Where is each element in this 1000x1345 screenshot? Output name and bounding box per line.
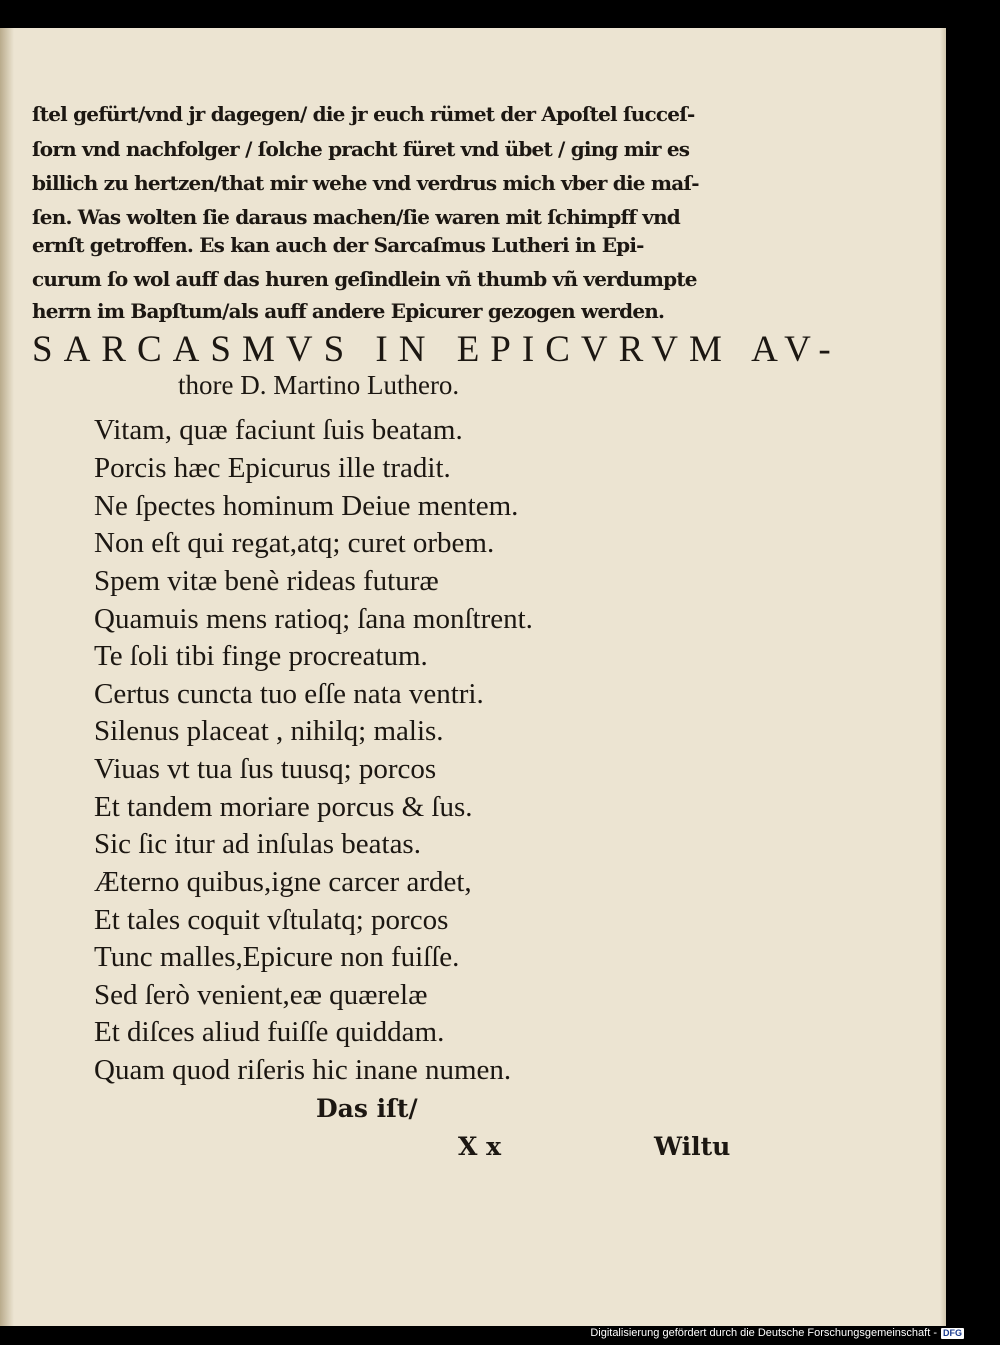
verse-line-9: Silenus placeat , nihilq; malis. bbox=[94, 715, 444, 747]
verse-line-7: Te ſoli tibi finge procreatum. bbox=[94, 640, 428, 672]
verse-line-17: Et diſces aliud fuiſſe quiddam. bbox=[94, 1016, 445, 1048]
prose-line-4: ſen. Was wolten ſie daraus machen/ſie waren mit ſchimpff vnd bbox=[32, 205, 680, 229]
verse-line-6: Quamuis mens ratioq; ſana monſtrent. bbox=[94, 603, 533, 635]
verse-line-1: Vitam, quæ faciunt ſuis beatam. bbox=[94, 414, 463, 446]
verse-line-4: Non eſt qui regat,atq; curet orbem. bbox=[94, 527, 495, 559]
verse-line-11: Et tandem moriare porcus & ſus. bbox=[94, 791, 473, 823]
verse-line-13: Æterno quibus,igne carcer ardet, bbox=[94, 866, 472, 898]
signature-mark: X x bbox=[458, 1132, 502, 1161]
prose-line-2: ſorn vnd nachfolger / ſolche pracht füret vnd übet / ging mir es bbox=[32, 137, 690, 161]
verse-line-15: Tunc malles,Epicure non fuiſſe. bbox=[94, 941, 460, 973]
catchword-right: Wiltu bbox=[654, 1132, 731, 1161]
verse-line-3: Ne ſpectes hominum Deiue mentem. bbox=[94, 490, 519, 522]
prose-line-5: ernſt getroffen. Es kan auch der Sarcaſmus Lutheri in Epi- bbox=[32, 233, 644, 257]
verse-line-2: Porcis hæc Epicurus ille tradit. bbox=[94, 452, 451, 484]
verse-line-16: Sed ſerò venient,eæ quærelæ bbox=[94, 979, 428, 1011]
catchword-center: Das iſt/ bbox=[316, 1094, 418, 1123]
verse-line-12: Sic ſic itur ad inſulas beatas. bbox=[94, 828, 421, 860]
verse-line-8: Certus cuncta tuo eſſe nata ventri. bbox=[94, 678, 484, 710]
dfg-logo-icon: DFG bbox=[943, 1327, 962, 1338]
book-page bbox=[0, 28, 946, 1326]
prose-line-7: herrn im Bapſtum/als auff andere Epicurer gezogen werden. bbox=[32, 299, 665, 323]
author-line: thore D. Martino Luthero. bbox=[178, 370, 460, 400]
funding-text: Digitalisierung gefördert durch die Deutsche Forschungsgemeinschaft - bbox=[590, 1327, 937, 1339]
verse-line-14: Et tales coquit vſtulatq; porcos bbox=[94, 904, 449, 936]
verse-line-5: Spem vitæ benè rideas futuræ bbox=[94, 565, 439, 597]
verse-line-18: Quam quod riſeris hic inane numen. bbox=[94, 1054, 512, 1086]
section-heading: SARCASMVS IN EPICVRVM AV- bbox=[32, 329, 842, 370]
verse-line-10: Viuas vt tua ſus tuusq; porcos bbox=[94, 753, 437, 785]
prose-line-1: ſtel gefürt/vnd jr dagegen/ die jr euch rümet der Apoſtel ſucceſ- bbox=[32, 102, 695, 126]
funding-footer bbox=[590, 1327, 964, 1339]
prose-line-6: curum ſo wol auff das huren geſindlein vñ thumb vñ verdumpte bbox=[32, 267, 697, 291]
prose-line-3: billich zu hertzen/that mir wehe vnd verdrus mich vber die maſ- bbox=[32, 171, 699, 195]
